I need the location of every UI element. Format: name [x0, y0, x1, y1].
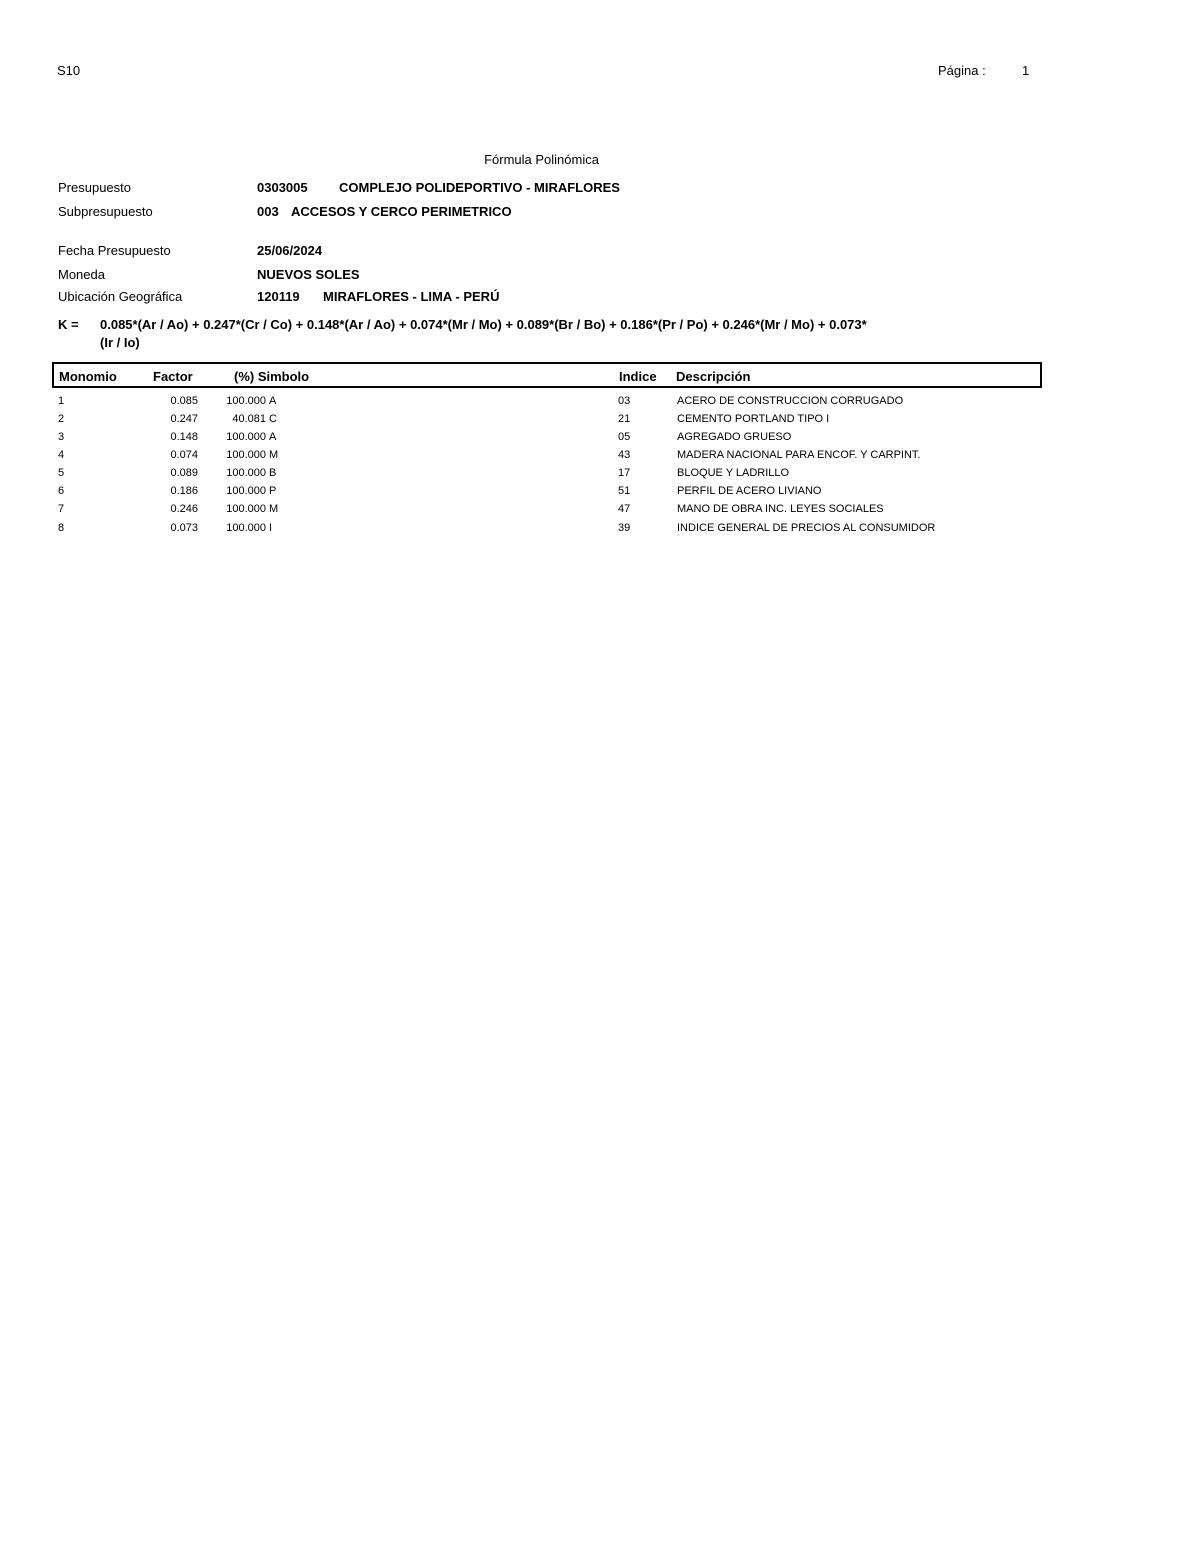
- ubicacion-name: MIRAFLORES - LIMA - PERÚ: [323, 289, 500, 304]
- header-indice: Indice: [619, 369, 657, 384]
- cell-factor: 0.073: [170, 522, 198, 534]
- cell-indice: 17: [618, 467, 631, 479]
- formula-line-1: 0.085*(Ar / Ao) + 0.247*(Cr / Co) + 0.148*(Ar / Ao) + 0.074*(Mr / Mo) + 0.089*(Br / Bo) + 0.186*(Pr / Po) + 0.246*(Mr / Mo) + 0.073*: [100, 317, 867, 332]
- table-row: [0, 431, 1200, 449]
- table-row: [0, 395, 1200, 413]
- cell-indice: 39: [618, 522, 631, 534]
- cell-pct: 100.000: [226, 503, 266, 515]
- cell-pct: 100.000: [226, 522, 266, 534]
- cell-simbolo: B: [269, 467, 277, 479]
- table-row: [0, 503, 1200, 521]
- ubicacion-code: 120119: [257, 289, 300, 304]
- formula-line-2: (Ir / Io): [100, 335, 140, 350]
- subpresupuesto-label: Subpresupuesto: [58, 204, 153, 219]
- cell-factor: 0.148: [170, 431, 198, 443]
- moneda-label: Moneda: [58, 267, 105, 282]
- cell-indice: 51: [618, 485, 631, 497]
- cell-monomio: 1: [58, 395, 65, 407]
- cell-monomio: 7: [58, 503, 65, 515]
- table-row: [0, 467, 1200, 485]
- fecha-label: Fecha Presupuesto: [58, 243, 171, 258]
- presupuesto-code: 0303005: [257, 180, 308, 195]
- cell-factor: 0.074: [170, 449, 198, 461]
- cell-descripcion: CEMENTO PORTLAND TIPO I: [677, 413, 830, 425]
- cell-simbolo: M: [269, 449, 279, 461]
- subpresupuesto-name: ACCESOS Y CERCO PERIMETRICO: [291, 204, 512, 219]
- presupuesto-label: Presupuesto: [58, 180, 131, 195]
- page-number: 1: [1022, 63, 1030, 78]
- cell-indice: 03: [618, 395, 631, 407]
- cell-factor: 0.089: [170, 467, 198, 479]
- cell-indice: 21: [618, 413, 631, 425]
- cell-simbolo: A: [269, 395, 277, 407]
- presupuesto-name: COMPLEJO POLIDEPORTIVO - MIRAFLORES: [339, 180, 620, 195]
- cell-monomio: 4: [58, 449, 65, 461]
- document-title: Fórmula Polinómica: [484, 152, 599, 167]
- cell-monomio: 2: [58, 413, 65, 425]
- cell-descripcion: MANO DE OBRA INC. LEYES SOCIALES: [677, 503, 884, 515]
- cell-pct: 100.000: [226, 467, 266, 479]
- table-row: [0, 522, 1200, 540]
- fecha-value: 25/06/2024: [257, 243, 323, 258]
- table-row: [0, 449, 1200, 467]
- cell-monomio: 8: [58, 522, 65, 534]
- cell-pct: 40.081: [232, 413, 266, 425]
- cell-simbolo: I: [269, 522, 273, 534]
- cell-pct: 100.000: [226, 395, 266, 407]
- cell-descripcion: INDICE GENERAL DE PRECIOS AL CONSUMIDOR: [677, 522, 936, 534]
- table-row: [0, 485, 1200, 503]
- cell-simbolo: A: [269, 431, 277, 443]
- cell-indice: 43: [618, 449, 631, 461]
- cell-monomio: 5: [58, 467, 65, 479]
- header-descripcion: Descripción: [676, 369, 751, 384]
- cell-factor: 0.247: [170, 413, 198, 425]
- ubicacion-label: Ubicación Geográfica: [58, 289, 183, 304]
- app-code: S10: [57, 63, 81, 78]
- cell-monomio: 3: [58, 431, 65, 443]
- table-row: [0, 413, 1200, 431]
- cell-pct: 100.000: [226, 449, 266, 461]
- cell-indice: 47: [618, 503, 631, 515]
- cell-indice: 05: [618, 431, 631, 443]
- cell-descripcion: PERFIL DE ACERO LIVIANO: [677, 485, 822, 497]
- cell-factor: 0.186: [170, 485, 198, 497]
- cell-pct: 100.000: [226, 431, 266, 443]
- cell-monomio: 6: [58, 485, 65, 497]
- table-header: [52, 362, 1042, 388]
- page-label: Página :: [938, 63, 986, 78]
- cell-factor: 0.246: [170, 503, 198, 515]
- header-factor: Factor: [153, 369, 193, 384]
- cell-simbolo: C: [269, 413, 277, 425]
- cell-descripcion: BLOQUE Y LADRILLO: [677, 467, 790, 479]
- moneda-value: NUEVOS SOLES: [257, 267, 360, 282]
- cell-simbolo: P: [269, 485, 277, 497]
- cell-descripcion: ACERO DE CONSTRUCCION CORRUGADO: [677, 395, 904, 407]
- cell-descripcion: AGREGADO GRUESO: [677, 431, 792, 443]
- header-pct-simbolo: (%) Simbolo: [234, 369, 310, 384]
- header-monomio: Monomio: [59, 369, 117, 384]
- cell-simbolo: M: [269, 503, 279, 515]
- subpresupuesto-code: 003: [257, 204, 279, 219]
- cell-descripcion: MADERA NACIONAL PARA ENCOF. Y CARPINT.: [677, 449, 921, 461]
- formula-label: K =: [58, 317, 79, 332]
- cell-pct: 100.000: [226, 485, 266, 497]
- cell-factor: 0.085: [170, 395, 198, 407]
